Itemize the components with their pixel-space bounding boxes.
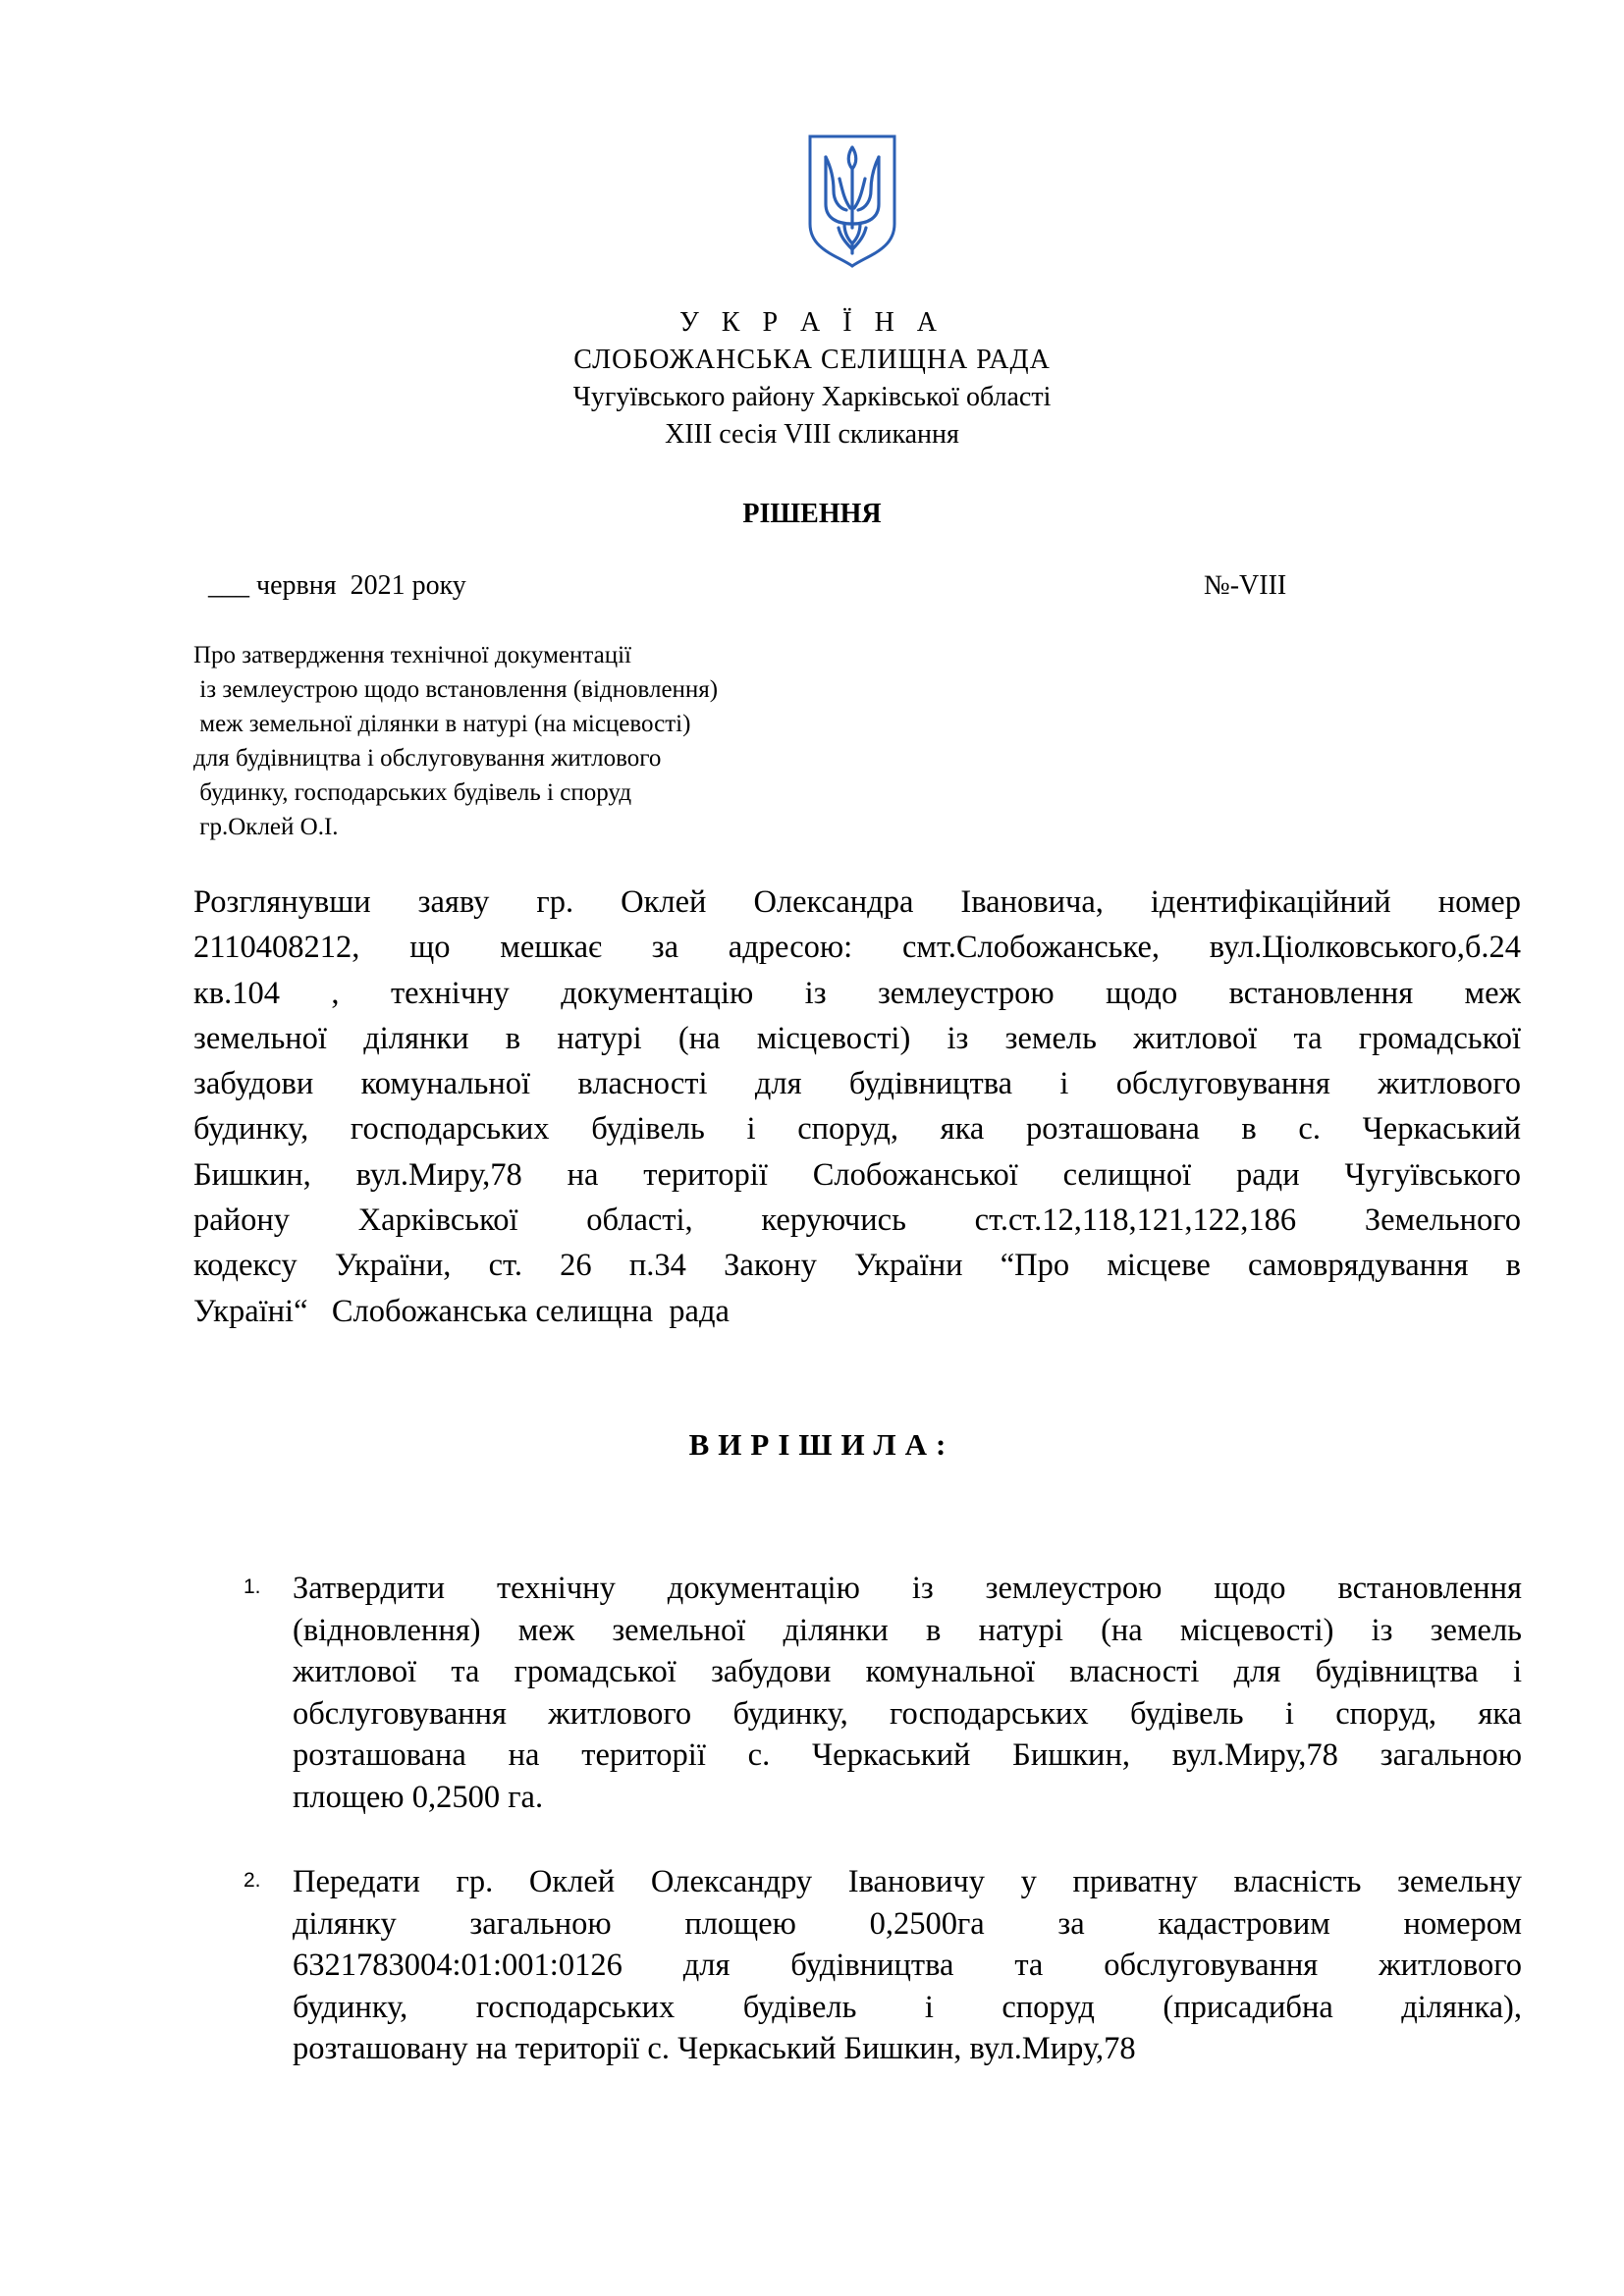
subject-line: із землеустрою щодо встановлення (відновлення)	[193, 676, 719, 703]
preamble-line: Україні“ Слобожанська селищна рада	[193, 1293, 730, 1329]
coat-of-arms-of-ukraine-icon	[807, 133, 897, 269]
preamble-line: Розглянувши заяву гр. Оклей Олександра Івановича, ідентифікаційний номер	[193, 884, 1521, 920]
session-info: XIII сесія VIII скликання	[665, 419, 959, 450]
subject-line: Про затвердження технічної документації	[193, 642, 631, 668]
preamble-line: району Харківської області, керуючись ст.ст.12,118,121,122,186 Земельного	[193, 1202, 1521, 1239]
item-line: 6321783004:01:001:0126 для будівництва та обслуговування житлового	[293, 1948, 1522, 1983]
item-number: 2.	[244, 1869, 261, 1892]
item-number: 1.	[244, 1575, 261, 1598]
preamble-paragraph	[193, 880, 1521, 1334]
subject-line: гр.Оклей О.І.	[193, 814, 339, 840]
preamble-line: будинку, господарських будівель і споруд, яка розташована в с. Черкаський	[193, 1111, 1521, 1148]
item-line: площею 0,2500 га.	[293, 1779, 544, 1815]
preamble-line: земельної ділянки в натурі (на місцевості) із земель житлової та громадської	[193, 1020, 1521, 1056]
preamble-line: забудови комунальної власності для будівництва і обслуговування житлового	[193, 1066, 1521, 1102]
decision-date: ___ червня 2021 року	[208, 570, 466, 601]
council-name: СЛОБОЖАНСЬКА СЕЛИЩНА РАДА	[573, 345, 1051, 375]
district-name: Чугуївського району Харківської області	[572, 382, 1052, 412]
preamble-line: Бишкин, вул.Миру,78 на території Слобожанської селищної ради Чугуївського	[193, 1156, 1521, 1193]
item-line: житлової та громадської забудови комунальної власності для будівництва і	[293, 1654, 1522, 1689]
item-line: обслуговування житлового будинку, господарських будівель і споруд, яка	[293, 1695, 1522, 1732]
resolved-heading: ВИРІШИЛА:	[688, 1427, 955, 1462]
document-title: РІШЕННЯ	[742, 499, 882, 529]
item-line: ділянку загальною площею 0,2500га за кадастровим номером	[293, 1905, 1522, 1942]
item-text	[293, 1861, 1522, 2070]
subject-line: будинку, господарських будівель і споруд	[193, 779, 632, 806]
item-text	[293, 1568, 1522, 1818]
item-line: розташовану на території с. Черкаський Бишкин, вул.Миру,78	[293, 2031, 1136, 2066]
decision-number: №-VIII	[1204, 570, 1287, 601]
preamble-line: кв.104 , технічну документацію із землеустрою щодо встановлення меж	[193, 975, 1521, 1011]
item-line: Затвердити технічну документацію із землеустрою щодо встановлення	[293, 1571, 1522, 1606]
preamble-line: 2110408212, що мешкає за адресою: смт.Слобожанське, вул.Ціолковського,б.24	[193, 930, 1521, 966]
item-line: розташована на території с. Черкаський Бишкин, вул.Миру,78 загальною	[293, 1737, 1522, 1773]
country-name: У К Р А Ї Н А	[678, 307, 946, 338]
preamble-line: кодексу України, ст. 26 п.34 Закону України “Про місцеве самоврядування в	[193, 1248, 1521, 1284]
item-line: будинку, господарських будівель і споруд (присадибна ділянка),	[293, 1989, 1522, 2025]
item-line: (відновлення) меж земельної ділянки в натурі (на місцевості) із земель	[293, 1612, 1522, 1648]
subject-line: для будівництва і обслуговування житлового	[193, 745, 662, 772]
decision-subject	[193, 638, 940, 844]
item-line: Передати гр. Оклей Олександру Івановичу у приватну власність земельну	[293, 1864, 1522, 1899]
subject-line: меж земельної ділянки в натурі (на місцевості)	[193, 711, 691, 737]
